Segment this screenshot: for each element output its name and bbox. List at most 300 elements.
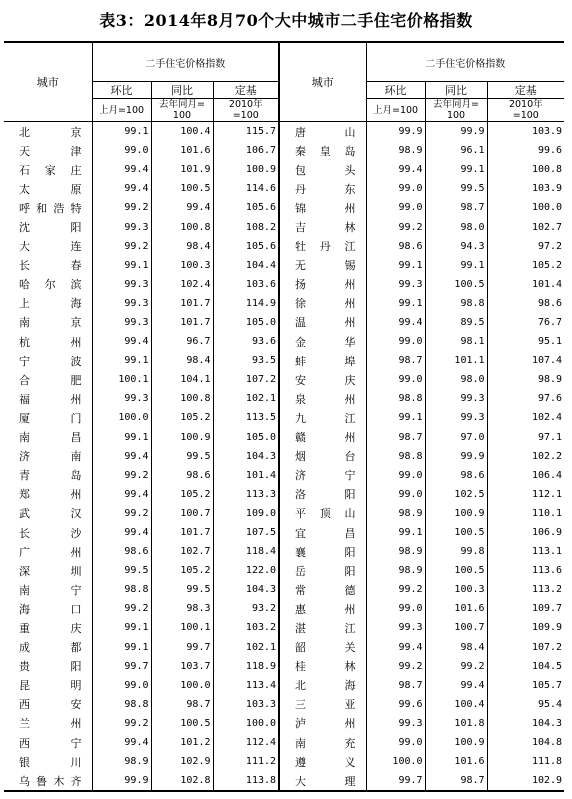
city-name-right: 牡丹江 xyxy=(279,237,366,256)
city-name-right: 宜昌 xyxy=(279,523,366,542)
base-value-left: 107.5 xyxy=(213,523,279,542)
city-name-left: 合肥 xyxy=(19,373,82,387)
yoy-value-right: 99.5 xyxy=(425,179,487,198)
yoy-header-left: 同比 xyxy=(151,82,213,99)
yoy-value-left: 102.9 xyxy=(151,752,213,771)
table-row xyxy=(4,141,564,160)
city-name-right: 大理 xyxy=(279,771,366,791)
yoy-value-right: 100.5 xyxy=(425,561,487,580)
mom-value-left: 99.2 xyxy=(92,504,151,523)
base-value-right: 110.1 xyxy=(487,504,564,523)
city-name-right: 九江 xyxy=(279,408,366,427)
mom-value-left: 99.2 xyxy=(92,599,151,618)
yoy-value-left: 98.7 xyxy=(151,695,213,714)
mom-value-right: 99.1 xyxy=(366,408,425,427)
mom-value-left: 99.3 xyxy=(92,313,151,332)
mom-value-left: 99.3 xyxy=(92,389,151,408)
city-name-right: 扬州 xyxy=(279,275,366,294)
base-value-left: 115.7 xyxy=(213,122,279,142)
city-name-left: 南京 xyxy=(19,316,82,330)
yoy-value-left: 100.7 xyxy=(151,504,213,523)
yoy-value-right: 102.5 xyxy=(425,485,487,504)
mom-value-right: 99.4 xyxy=(366,160,425,179)
city-name-right: 温州 xyxy=(279,313,366,332)
base-value-right: 104.5 xyxy=(487,657,564,676)
city-name-left: 重庆 xyxy=(19,621,82,635)
mom-value-right: 99.0 xyxy=(366,332,425,351)
city-name-right: 桂林 xyxy=(279,657,366,676)
table-row xyxy=(4,447,564,466)
yoy-value-right: 98.8 xyxy=(425,294,487,313)
table-row xyxy=(4,733,564,752)
mom-value-left: 98.6 xyxy=(92,542,151,561)
yoy-subheader-left: 去年同月= 100 xyxy=(151,99,213,122)
yoy-value-right: 98.0 xyxy=(425,217,487,236)
city-name-left: 西安 xyxy=(19,698,82,712)
table-row xyxy=(4,313,564,332)
base-value-left: 113.4 xyxy=(213,676,279,695)
base-value-left: 113.3 xyxy=(213,485,279,504)
yoy-value-right: 100.9 xyxy=(425,733,487,752)
yoy-value-left: 99.7 xyxy=(151,638,213,657)
mom-value-left: 100.1 xyxy=(92,370,151,389)
mom-value-right: 98.9 xyxy=(366,504,425,523)
mom-value-left: 98.9 xyxy=(92,752,151,771)
table-row xyxy=(4,428,564,447)
table-row xyxy=(4,332,564,351)
index-group-header-right: 二手住宅价格指数 xyxy=(366,42,564,82)
yoy-value-right: 100.7 xyxy=(425,618,487,637)
yoy-value-left: 102.7 xyxy=(151,542,213,561)
table-row xyxy=(4,122,564,142)
city-name-right: 湛江 xyxy=(279,618,366,637)
yoy-value-left: 99.4 xyxy=(151,198,213,217)
city-name-left: 上海 xyxy=(19,297,82,311)
base-header-right: 定基 xyxy=(487,82,564,99)
city-name-right: 徐州 xyxy=(279,294,366,313)
yoy-value-right: 100.4 xyxy=(425,695,487,714)
city-name-right: 锦州 xyxy=(279,198,366,217)
base-value-right: 103.9 xyxy=(487,122,564,142)
mom-value-right: 99.0 xyxy=(366,370,425,389)
table-row xyxy=(4,408,564,427)
mom-value-left: 99.4 xyxy=(92,332,151,351)
base-value-right: 103.9 xyxy=(487,179,564,198)
yoy-value-left: 103.7 xyxy=(151,657,213,676)
city-name-right: 常德 xyxy=(279,580,366,599)
base-value-left: 101.4 xyxy=(213,466,279,485)
mom-value-left: 99.1 xyxy=(92,122,151,142)
city-name-left: 南昌 xyxy=(19,431,82,445)
table-row xyxy=(4,466,564,485)
yoy-value-right: 98.6 xyxy=(425,466,487,485)
base-value-right: 107.2 xyxy=(487,638,564,657)
base-value-right: 98.9 xyxy=(487,370,564,389)
city-name-left: 北京 xyxy=(19,125,82,139)
yoy-value-left: 100.3 xyxy=(151,256,213,275)
mom-value-left: 99.2 xyxy=(92,714,151,733)
city-name-left: 银川 xyxy=(19,755,82,769)
city-name-right: 韶关 xyxy=(279,638,366,657)
index-group-header-left: 二手住宅价格指数 xyxy=(92,42,279,82)
yoy-value-left: 99.5 xyxy=(151,580,213,599)
yoy-value-left: 100.4 xyxy=(151,122,213,142)
city-name-right: 泸州 xyxy=(279,714,366,733)
city-name-left: 长沙 xyxy=(19,526,82,540)
yoy-value-left: 105.2 xyxy=(151,485,213,504)
mom-header-right: 环比 xyxy=(366,82,425,99)
base-value-left: 93.5 xyxy=(213,351,279,370)
city-name-right: 济宁 xyxy=(279,466,366,485)
base-value-left: 113.5 xyxy=(213,408,279,427)
base-value-right: 104.8 xyxy=(487,733,564,752)
city-name-right: 秦皇岛 xyxy=(279,141,366,160)
city-name-left: 石家庄 xyxy=(19,163,82,177)
base-value-right: 106.4 xyxy=(487,466,564,485)
base-value-left: 118.4 xyxy=(213,542,279,561)
yoy-value-left: 101.7 xyxy=(151,313,213,332)
mom-value-left: 99.1 xyxy=(92,351,151,370)
base-value-right: 113.6 xyxy=(487,561,564,580)
base-value-right: 76.7 xyxy=(487,313,564,332)
yoy-value-right: 98.7 xyxy=(425,771,487,791)
base-value-left: 114.6 xyxy=(213,179,279,198)
mom-value-left: 99.2 xyxy=(92,466,151,485)
mom-value-right: 99.1 xyxy=(366,256,425,275)
city-name-right: 北海 xyxy=(279,676,366,695)
city-name-left: 福州 xyxy=(19,392,82,406)
yoy-value-right: 99.3 xyxy=(425,389,487,408)
yoy-value-left: 101.7 xyxy=(151,294,213,313)
mom-value-right: 99.4 xyxy=(366,313,425,332)
table-row xyxy=(4,580,564,599)
mom-value-right: 99.0 xyxy=(366,179,425,198)
base-value-right: 97.6 xyxy=(487,389,564,408)
yoy-value-left: 98.4 xyxy=(151,237,213,256)
mom-value-left: 99.1 xyxy=(92,638,151,657)
city-name-left: 成都 xyxy=(19,641,82,655)
yoy-value-left: 104.1 xyxy=(151,370,213,389)
yoy-value-left: 98.4 xyxy=(151,351,213,370)
table-row xyxy=(4,618,564,637)
mom-subheader-right: 上月=100 xyxy=(366,99,425,122)
yoy-value-right: 97.0 xyxy=(425,428,487,447)
base-header-left: 定基 xyxy=(213,82,279,99)
mom-value-right: 98.7 xyxy=(366,351,425,370)
city-name-left: 长春 xyxy=(19,259,82,273)
mom-value-left: 99.4 xyxy=(92,523,151,542)
city-name-left: 济南 xyxy=(19,450,82,464)
table-row xyxy=(4,351,564,370)
table-row xyxy=(4,752,564,771)
base-value-right: 105.7 xyxy=(487,676,564,695)
table-row xyxy=(4,599,564,618)
base-value-left: 114.9 xyxy=(213,294,279,313)
city-name-right: 遵义 xyxy=(279,752,366,771)
mom-value-left: 99.7 xyxy=(92,657,151,676)
mom-value-left: 99.9 xyxy=(92,771,151,791)
city-name-left: 西宁 xyxy=(19,736,82,750)
base-value-right: 107.4 xyxy=(487,351,564,370)
price-index-table xyxy=(4,41,564,792)
yoy-value-right: 99.1 xyxy=(425,160,487,179)
mom-value-left: 99.3 xyxy=(92,275,151,294)
base-value-right: 109.7 xyxy=(487,599,564,618)
mom-value-right: 98.7 xyxy=(366,428,425,447)
yoy-value-left: 98.6 xyxy=(151,466,213,485)
base-value-left: 93.6 xyxy=(213,332,279,351)
table-row xyxy=(4,504,564,523)
city-name-left: 郑州 xyxy=(19,488,82,502)
mom-value-right: 99.2 xyxy=(366,217,425,236)
table-title: 表3：2014年8月70个大中城市二手住宅价格指数 xyxy=(99,11,473,30)
base-value-left: 108.2 xyxy=(213,217,279,236)
base-value-right: 104.3 xyxy=(487,714,564,733)
table-row xyxy=(4,771,564,791)
mom-value-right: 99.0 xyxy=(366,198,425,217)
base-value-left: 113.8 xyxy=(213,771,279,791)
mom-value-right: 99.4 xyxy=(366,638,425,657)
yoy-value-right: 99.8 xyxy=(425,542,487,561)
yoy-value-right: 98.0 xyxy=(425,370,487,389)
city-name-left: 深圳 xyxy=(19,564,82,578)
city-name-right: 岳阳 xyxy=(279,561,366,580)
mom-value-right: 98.6 xyxy=(366,237,425,256)
mom-value-left: 99.2 xyxy=(92,198,151,217)
table-row xyxy=(4,294,564,313)
base-value-left: 118.9 xyxy=(213,657,279,676)
yoy-value-right: 89.5 xyxy=(425,313,487,332)
city-name-left: 杭州 xyxy=(19,335,82,349)
mom-value-right: 99.2 xyxy=(366,580,425,599)
mom-value-right: 99.1 xyxy=(366,294,425,313)
base-value-left: 104.4 xyxy=(213,256,279,275)
mom-value-left: 98.8 xyxy=(92,695,151,714)
yoy-value-left: 105.2 xyxy=(151,408,213,427)
mom-value-left: 99.4 xyxy=(92,160,151,179)
city-name-left: 广州 xyxy=(19,545,82,559)
base-value-left: 105.0 xyxy=(213,313,279,332)
yoy-value-right: 99.4 xyxy=(425,676,487,695)
city-name-left: 呼和浩特 xyxy=(19,201,82,215)
table-row xyxy=(4,676,564,695)
yoy-value-right: 99.2 xyxy=(425,657,487,676)
mom-value-right: 99.0 xyxy=(366,599,425,618)
yoy-value-right: 99.1 xyxy=(425,256,487,275)
city-name-right: 吉林 xyxy=(279,217,366,236)
yoy-value-left: 100.5 xyxy=(151,179,213,198)
city-name-left: 大连 xyxy=(19,240,82,254)
yoy-value-left: 99.5 xyxy=(151,447,213,466)
table-row xyxy=(4,561,564,580)
yoy-subheader-right: 去年同月= 100 xyxy=(425,99,487,122)
base-value-left: 106.7 xyxy=(213,141,279,160)
table-row xyxy=(4,217,564,236)
table-row xyxy=(4,523,564,542)
yoy-value-right: 94.3 xyxy=(425,237,487,256)
mom-value-left: 99.4 xyxy=(92,447,151,466)
yoy-value-right: 99.3 xyxy=(425,408,487,427)
mom-value-right: 99.0 xyxy=(366,733,425,752)
mom-value-right: 99.0 xyxy=(366,466,425,485)
base-value-right: 109.9 xyxy=(487,618,564,637)
mom-value-right: 99.3 xyxy=(366,275,425,294)
table-row xyxy=(4,179,564,198)
yoy-value-left: 100.1 xyxy=(151,618,213,637)
city-name-left: 沈阳 xyxy=(19,221,82,235)
city-name-right: 烟台 xyxy=(279,447,366,466)
mom-value-right: 99.6 xyxy=(366,695,425,714)
base-value-right: 111.8 xyxy=(487,752,564,771)
base-value-left: 111.2 xyxy=(213,752,279,771)
city-name-left: 太原 xyxy=(19,182,82,196)
city-name-left: 贵阳 xyxy=(19,660,82,674)
base-value-right: 95.1 xyxy=(487,332,564,351)
mom-value-right: 99.2 xyxy=(366,657,425,676)
mom-value-left: 99.4 xyxy=(92,733,151,752)
mom-value-left: 99.1 xyxy=(92,428,151,447)
city-name-right: 襄阳 xyxy=(279,542,366,561)
yoy-value-right: 100.5 xyxy=(425,523,487,542)
table-row xyxy=(4,198,564,217)
base-value-left: 102.1 xyxy=(213,389,279,408)
city-name-right: 包头 xyxy=(279,160,366,179)
mom-value-right: 98.7 xyxy=(366,676,425,695)
yoy-value-left: 101.7 xyxy=(151,523,213,542)
base-value-right: 99.6 xyxy=(487,141,564,160)
yoy-value-right: 98.1 xyxy=(425,332,487,351)
table-row xyxy=(4,389,564,408)
base-value-right: 102.7 xyxy=(487,217,564,236)
city-name-left: 昆明 xyxy=(19,679,82,693)
yoy-value-right: 100.3 xyxy=(425,580,487,599)
yoy-value-right: 99.9 xyxy=(425,447,487,466)
base-value-right: 105.2 xyxy=(487,256,564,275)
base-value-left: 103.2 xyxy=(213,618,279,637)
yoy-value-right: 98.7 xyxy=(425,198,487,217)
base-value-right: 102.9 xyxy=(487,771,564,791)
city-name-left: 海口 xyxy=(19,602,82,616)
table-row xyxy=(4,256,564,275)
base-value-right: 112.1 xyxy=(487,485,564,504)
yoy-value-left: 102.8 xyxy=(151,771,213,791)
mom-value-right: 98.9 xyxy=(366,542,425,561)
base-value-left: 103.6 xyxy=(213,275,279,294)
mom-value-right: 99.0 xyxy=(366,485,425,504)
base-value-right: 100.8 xyxy=(487,160,564,179)
base-value-left: 105.0 xyxy=(213,428,279,447)
base-subheader-left: 2010年 =100 xyxy=(213,99,279,122)
base-value-left: 93.2 xyxy=(213,599,279,618)
city-name-right: 三亚 xyxy=(279,695,366,714)
table-row xyxy=(4,542,564,561)
base-value-left: 112.4 xyxy=(213,733,279,752)
city-name-right: 赣州 xyxy=(279,428,366,447)
yoy-value-left: 100.8 xyxy=(151,389,213,408)
base-value-right: 101.4 xyxy=(487,275,564,294)
base-value-left: 100.0 xyxy=(213,714,279,733)
mom-value-left: 99.0 xyxy=(92,141,151,160)
city-name-left: 武汉 xyxy=(19,507,82,521)
city-name-left: 兰州 xyxy=(19,717,82,731)
city-name-right: 南充 xyxy=(279,733,366,752)
mom-value-left: 99.3 xyxy=(92,294,151,313)
base-value-left: 100.9 xyxy=(213,160,279,179)
yoy-value-left: 100.9 xyxy=(151,428,213,447)
mom-value-right: 98.9 xyxy=(366,561,425,580)
city-column-header-left: 城市 xyxy=(4,42,92,122)
yoy-value-left: 98.3 xyxy=(151,599,213,618)
city-name-left: 哈尔滨 xyxy=(19,278,82,292)
yoy-value-right: 96.1 xyxy=(425,141,487,160)
base-value-right: 100.0 xyxy=(487,198,564,217)
mom-value-right: 98.9 xyxy=(366,141,425,160)
table-row xyxy=(4,657,564,676)
city-name-left: 宁波 xyxy=(19,354,82,368)
yoy-value-right: 100.9 xyxy=(425,504,487,523)
mom-value-left: 99.3 xyxy=(92,217,151,236)
base-value-left: 122.0 xyxy=(213,561,279,580)
mom-value-right: 100.0 xyxy=(366,752,425,771)
yoy-value-right: 101.6 xyxy=(425,752,487,771)
table-row xyxy=(4,638,564,657)
yoy-value-right: 101.1 xyxy=(425,351,487,370)
mom-value-right: 99.1 xyxy=(366,523,425,542)
table-row xyxy=(4,485,564,504)
city-name-right: 洛阳 xyxy=(279,485,366,504)
mom-value-right: 98.8 xyxy=(366,447,425,466)
table-body xyxy=(4,122,564,792)
mom-value-left: 99.5 xyxy=(92,561,151,580)
yoy-value-left: 101.6 xyxy=(151,141,213,160)
yoy-value-left: 101.2 xyxy=(151,733,213,752)
city-name-right: 惠州 xyxy=(279,599,366,618)
mom-value-left: 99.0 xyxy=(92,676,151,695)
city-name-left: 青岛 xyxy=(19,469,82,483)
city-name-right: 泉州 xyxy=(279,389,366,408)
base-value-left: 107.2 xyxy=(213,370,279,389)
base-value-right: 95.4 xyxy=(487,695,564,714)
mom-value-left: 99.4 xyxy=(92,485,151,504)
yoy-value-right: 98.4 xyxy=(425,638,487,657)
base-value-right: 97.1 xyxy=(487,428,564,447)
mom-value-right: 99.7 xyxy=(366,771,425,791)
base-value-right: 106.9 xyxy=(487,523,564,542)
mom-value-right: 99.3 xyxy=(366,618,425,637)
base-value-left: 105.6 xyxy=(213,237,279,256)
city-name-right: 无锡 xyxy=(279,256,366,275)
city-name-right: 安庆 xyxy=(279,370,366,389)
table-row xyxy=(4,160,564,179)
yoy-value-left: 105.2 xyxy=(151,561,213,580)
city-column-header-right: 城市 xyxy=(279,42,366,122)
base-value-left: 109.0 xyxy=(213,504,279,523)
base-value-right: 102.2 xyxy=(487,447,564,466)
mom-value-left: 99.1 xyxy=(92,256,151,275)
yoy-value-left: 100.0 xyxy=(151,676,213,695)
yoy-value-right: 100.5 xyxy=(425,275,487,294)
yoy-value-left: 100.5 xyxy=(151,714,213,733)
base-value-right: 97.2 xyxy=(487,237,564,256)
mom-value-left: 98.8 xyxy=(92,580,151,599)
base-value-right: 113.1 xyxy=(487,542,564,561)
base-value-left: 104.3 xyxy=(213,447,279,466)
table-row xyxy=(4,275,564,294)
table-row xyxy=(4,237,564,256)
mom-value-right: 98.8 xyxy=(366,389,425,408)
yoy-value-left: 100.8 xyxy=(151,217,213,236)
yoy-value-right: 101.6 xyxy=(425,599,487,618)
